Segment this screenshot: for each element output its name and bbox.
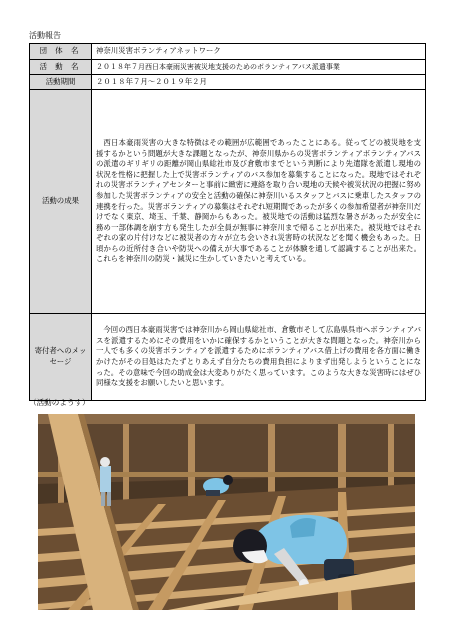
row-activity-period xyxy=(30,75,426,90)
row-organization xyxy=(30,44,426,60)
results-text: 西日本豪雨災害の大きな特徴はその範囲が広範囲であったことにある。従ってどの被災地を支援するかという問題が大きな課題となったが、神奈川県からの災害ボランティアボランティアバスの派遣のギリギリの距離が岡山県総社市及び倉敷市までという判断により先遣隊を派遣し現地の状況を性格に把握した上で災害ボランティアのバス参加を募集することになった。現地ではそれぞれの災害ボランティアセンターと事前に緻密に連絡を取り合い現地の天候や被災状況の把握に努め参加した災害ボランティアの安全と活動の確保に神奈川いるスタッフとバスに乗車したスタッフの連携を行った。災害ボランティアの募集はそれぞれ短期間であったが多くの参加希望者が神奈川だけでなく東京、埼玉、千葉、静岡からもあった。被災地での活動は猛烈な暑さがあったが安全に務め一部体調を崩す方も発生したが全員が無事に神奈川まで帰ることが出来た。被災地ではそれぞれの家の片付けなどに被災者の方々が立ち会いされ災害時の状況などを聞く機会もあった。日頃からの近所付き合いや防災への備えが大事であることが体験を通して認識することが出来た。これらを神奈川の防災・減災に生かしていきたいと考えている。 xyxy=(96,137,421,264)
row-activity-name xyxy=(30,60,426,75)
report-table xyxy=(29,43,426,401)
message-text: 今回の西日本豪雨災害では神奈川から岡山県総社市、倉敷市そして広島県呉市へボランティアバスを派遣するためにその費用をいかに確保するかということが大きな問題となった。神奈川から一人でも多くの災害ボランティアを派遣するためにボランティアバス借上げの費用を各方面に働きかけたがその目処はたたずとりあえず自分たちの費用負担によりまず出発しようということになった。その意味で今回の助成金は大変ありがたく思っています。このような大きな災害時にはぜひ同様な支援をお願いしたいと思います。 xyxy=(96,325,421,388)
report-heading: 活動報告 xyxy=(29,31,61,40)
row-message xyxy=(30,314,426,401)
message-label: 寄付者へのメッセージ xyxy=(30,314,92,401)
photo-illustration xyxy=(38,414,415,610)
organization-value: 神奈川災害ボランティアネットワーク xyxy=(92,44,426,60)
photo-caption: （活動のようす） xyxy=(29,398,90,407)
organization-label: 団 体 名 xyxy=(30,44,92,60)
results-label: 活動の成果 xyxy=(30,90,92,314)
volunteers-cleanup-photo-icon xyxy=(38,414,415,610)
activity-period-label: 活動期間 xyxy=(30,75,92,90)
activity-period-value: ２０１８年７月～２０１９年２月 xyxy=(92,75,426,90)
results-body xyxy=(92,90,426,314)
message-body xyxy=(92,314,426,401)
row-results xyxy=(30,90,426,314)
activity-name-label: 活 動 名 xyxy=(30,60,92,75)
activity-name-value: ２０１８年７月西日本豪雨災害被災地支援のためのボランティアバス派遣事業 xyxy=(92,60,426,75)
